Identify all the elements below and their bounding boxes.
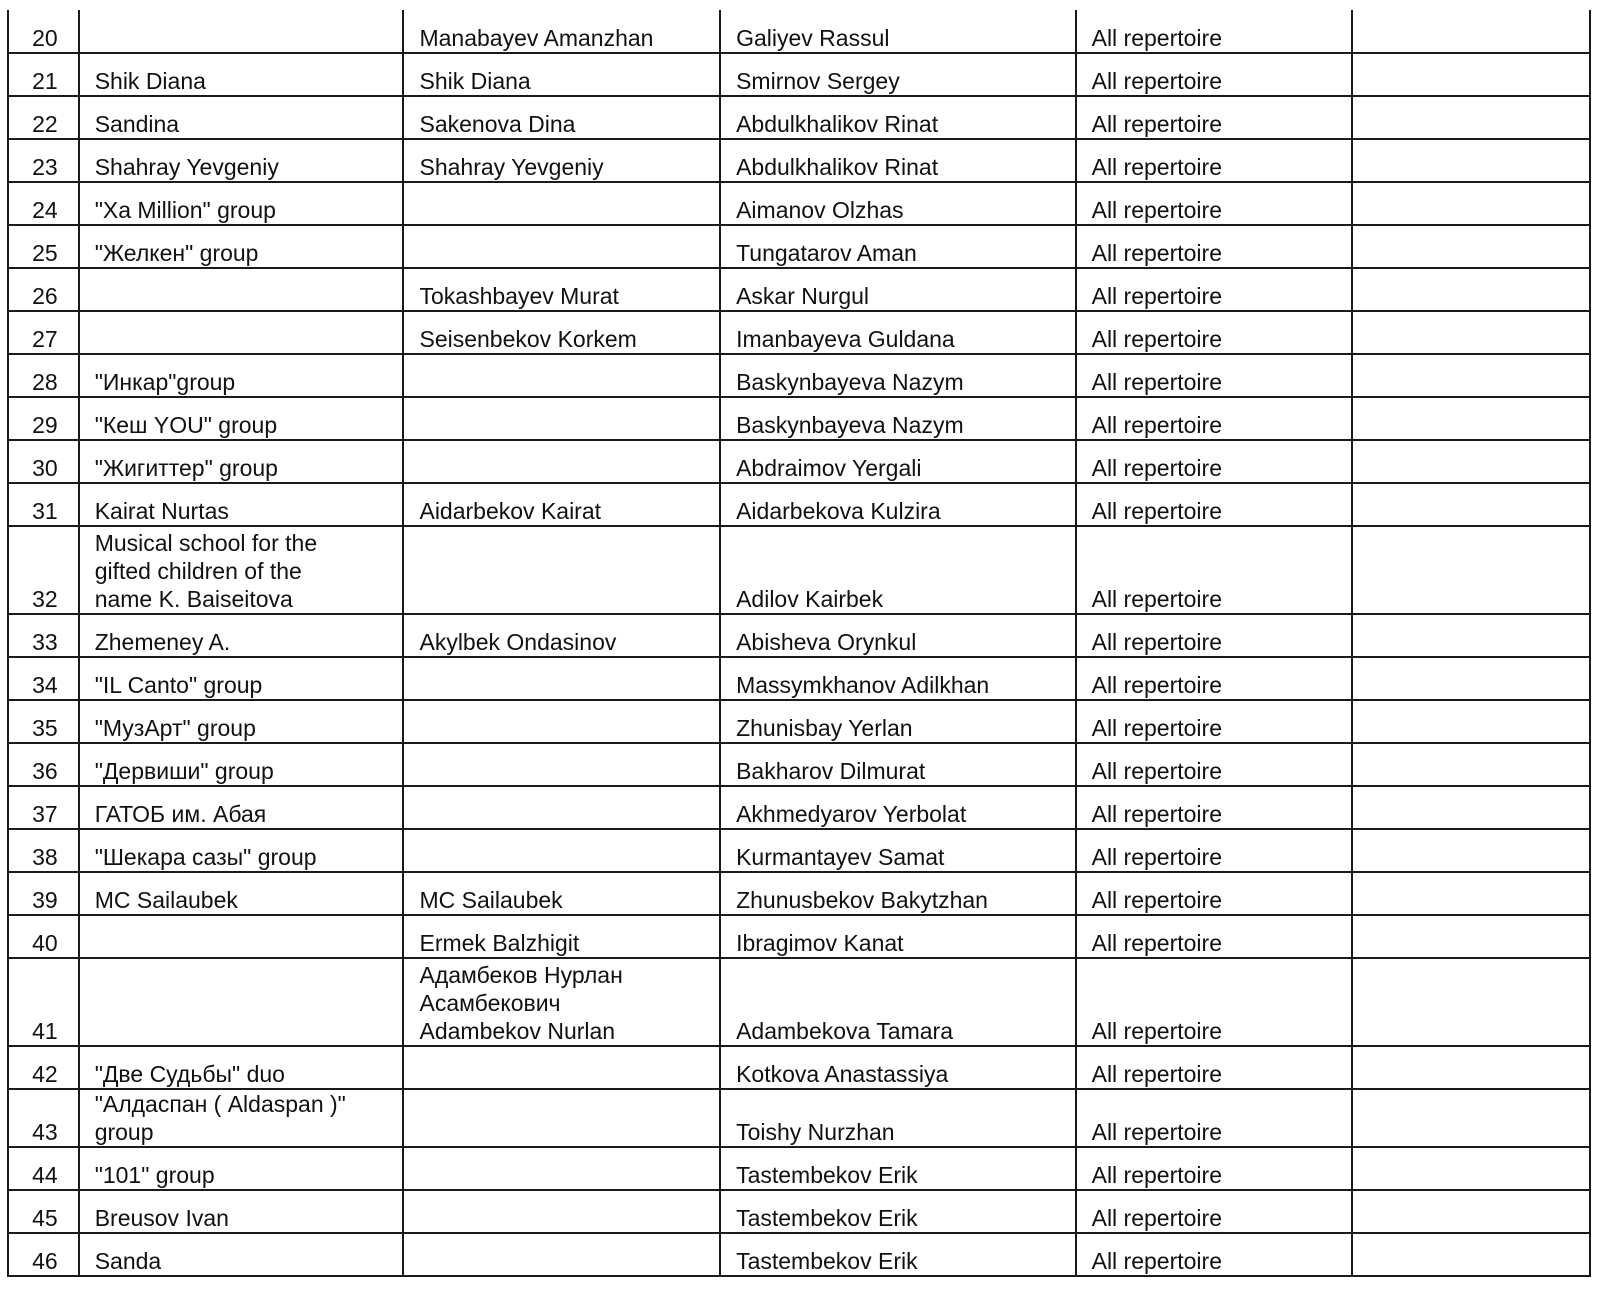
empty-cell <box>1352 526 1590 614</box>
row-number-cell: 26 <box>8 268 79 311</box>
empty-cell <box>1352 182 1590 225</box>
repertoire-cell: All repertoire <box>1076 182 1353 225</box>
row-number-cell: 25 <box>8 225 79 268</box>
table-row <box>8 829 1590 872</box>
author-cell: MC Sailaubek <box>403 872 720 915</box>
row-number-cell: 41 <box>8 958 79 1046</box>
rights-holder-cell: Abdulkhalikov Rinat <box>720 96 1076 139</box>
repertoire-cell: All repertoire <box>1076 526 1353 614</box>
artist-cell: Shahray Yevgeniy <box>79 139 404 182</box>
row-number-cell: 34 <box>8 657 79 700</box>
author-cell: Shahray Yevgeniy <box>403 139 720 182</box>
rights-holder-cell: Tastembekov Erik <box>720 1233 1076 1276</box>
repertoire-cell: All repertoire <box>1076 1190 1353 1233</box>
empty-cell <box>1352 1233 1590 1276</box>
empty-cell <box>1352 700 1590 743</box>
rights-holder-cell: Smirnov Sergey <box>720 53 1076 96</box>
author-cell <box>403 1233 720 1276</box>
repertoire-table <box>7 10 1591 1277</box>
rights-holder-cell: Akhmedyarov Yerbolat <box>720 786 1076 829</box>
rights-holder-cell: Imanbayeva Guldana <box>720 311 1076 354</box>
artist-cell: "101" group <box>79 1147 404 1190</box>
repertoire-cell: All repertoire <box>1076 10 1353 53</box>
rights-holder-cell: Kurmantayev Samat <box>720 829 1076 872</box>
empty-cell <box>1352 225 1590 268</box>
author-cell <box>403 1190 720 1233</box>
row-number-cell: 39 <box>8 872 79 915</box>
artist-cell <box>79 915 404 958</box>
author-cell: Seisenbekov Korkem <box>403 311 720 354</box>
author-cell: Aidarbekov Kairat <box>403 483 720 526</box>
author-cell: Manabayev Amanzhan <box>403 10 720 53</box>
table-row <box>8 440 1590 483</box>
table-row <box>8 614 1590 657</box>
author-cell <box>403 354 720 397</box>
table-row <box>8 657 1590 700</box>
repertoire-cell: All repertoire <box>1076 743 1353 786</box>
rights-holder-cell: Baskynbayeva Nazym <box>720 354 1076 397</box>
table-row <box>8 397 1590 440</box>
table-row <box>8 958 1590 1046</box>
table-row <box>8 10 1590 53</box>
author-cell <box>403 700 720 743</box>
empty-cell <box>1352 440 1590 483</box>
repertoire-cell: All repertoire <box>1076 1147 1353 1190</box>
author-cell <box>403 182 720 225</box>
author-cell <box>403 225 720 268</box>
row-number-cell: 28 <box>8 354 79 397</box>
table-row <box>8 311 1590 354</box>
empty-cell <box>1352 1046 1590 1089</box>
empty-cell <box>1352 1190 1590 1233</box>
empty-cell <box>1352 1147 1590 1190</box>
repertoire-cell: All repertoire <box>1076 268 1353 311</box>
artist-cell: "МузАрт" group <box>79 700 404 743</box>
rights-holder-cell: Galiyev Rassul <box>720 10 1076 53</box>
artist-cell <box>79 10 404 53</box>
table-row <box>8 526 1590 614</box>
repertoire-cell: All repertoire <box>1076 397 1353 440</box>
repertoire-cell: All repertoire <box>1076 958 1353 1046</box>
author-cell <box>403 786 720 829</box>
artist-cell: Musical school for the gifted children of the name K. Baiseitova <box>79 526 404 614</box>
artist-cell: "Алдаспан ( Aldaspan )" group <box>79 1089 404 1147</box>
empty-cell <box>1352 614 1590 657</box>
table-body <box>8 10 1590 1276</box>
row-number-cell: 42 <box>8 1046 79 1089</box>
repertoire-cell: All repertoire <box>1076 872 1353 915</box>
empty-cell <box>1352 53 1590 96</box>
artist-cell: "Инкар"group <box>79 354 404 397</box>
artist-cell <box>79 311 404 354</box>
author-cell: Shik Diana <box>403 53 720 96</box>
repertoire-cell: All repertoire <box>1076 786 1353 829</box>
row-number-cell: 23 <box>8 139 79 182</box>
rights-holder-cell: Massymkhanov Adilkhan <box>720 657 1076 700</box>
table-row <box>8 1147 1590 1190</box>
row-number-cell: 40 <box>8 915 79 958</box>
row-number-cell: 43 <box>8 1089 79 1147</box>
author-cell <box>403 397 720 440</box>
repertoire-cell: All repertoire <box>1076 354 1353 397</box>
empty-cell <box>1352 10 1590 53</box>
table-row <box>8 354 1590 397</box>
rights-holder-cell: Tastembekov Erik <box>720 1190 1076 1233</box>
rights-holder-cell: Ibragimov Kanat <box>720 915 1076 958</box>
repertoire-cell: All repertoire <box>1076 53 1353 96</box>
repertoire-cell: All repertoire <box>1076 1233 1353 1276</box>
row-number-cell: 31 <box>8 483 79 526</box>
empty-cell <box>1352 397 1590 440</box>
author-cell: Sakenova Dina <box>403 96 720 139</box>
row-number-cell: 29 <box>8 397 79 440</box>
table-row <box>8 1046 1590 1089</box>
empty-cell <box>1352 1089 1590 1147</box>
author-cell: Ermek Balzhigit <box>403 915 720 958</box>
rights-holder-cell: Abdraimov Yergali <box>720 440 1076 483</box>
table-row <box>8 182 1590 225</box>
row-number-cell: 20 <box>8 10 79 53</box>
artist-cell <box>79 268 404 311</box>
artist-cell: Breusov Ivan <box>79 1190 404 1233</box>
rights-holder-cell: Zhunusbekov Bakytzhan <box>720 872 1076 915</box>
table-row <box>8 268 1590 311</box>
empty-cell <box>1352 311 1590 354</box>
table-row <box>8 53 1590 96</box>
empty-cell <box>1352 743 1590 786</box>
repertoire-cell: All repertoire <box>1076 96 1353 139</box>
artist-cell: "Желкен" group <box>79 225 404 268</box>
empty-cell <box>1352 872 1590 915</box>
table-row <box>8 743 1590 786</box>
row-number-cell: 33 <box>8 614 79 657</box>
artist-cell: "Две Судьбы" duo <box>79 1046 404 1089</box>
row-number-cell: 45 <box>8 1190 79 1233</box>
rights-holder-cell: Adilov Kairbek <box>720 526 1076 614</box>
row-number-cell: 37 <box>8 786 79 829</box>
author-cell <box>403 440 720 483</box>
repertoire-cell: All repertoire <box>1076 311 1353 354</box>
artist-cell <box>79 958 404 1046</box>
artist-cell: ГАТОБ им. Абая <box>79 786 404 829</box>
repertoire-cell: All repertoire <box>1076 614 1353 657</box>
rights-holder-cell: Aidarbekova Kulzira <box>720 483 1076 526</box>
author-cell <box>403 657 720 700</box>
rights-holder-cell: Askar Nurgul <box>720 268 1076 311</box>
table-row <box>8 700 1590 743</box>
rights-holder-cell: Tungatarov Aman <box>720 225 1076 268</box>
artist-cell: Kairat Nurtas <box>79 483 404 526</box>
repertoire-cell: All repertoire <box>1076 440 1353 483</box>
row-number-cell: 38 <box>8 829 79 872</box>
author-cell <box>403 1147 720 1190</box>
empty-cell <box>1352 657 1590 700</box>
artist-cell: "Шекара сазы" group <box>79 829 404 872</box>
repertoire-cell: All repertoire <box>1076 1046 1353 1089</box>
row-number-cell: 27 <box>8 311 79 354</box>
row-number-cell: 24 <box>8 182 79 225</box>
table-row <box>8 1233 1590 1276</box>
author-cell: Akylbek Ondasinov <box>403 614 720 657</box>
empty-cell <box>1352 915 1590 958</box>
table-row <box>8 1190 1590 1233</box>
row-number-cell: 36 <box>8 743 79 786</box>
artist-cell: MC Sailaubek <box>79 872 404 915</box>
table-row <box>8 139 1590 182</box>
table-row <box>8 1089 1590 1147</box>
artist-cell: "Xa Million" group <box>79 182 404 225</box>
empty-cell <box>1352 483 1590 526</box>
row-number-cell: 30 <box>8 440 79 483</box>
author-cell <box>403 1089 720 1147</box>
artist-cell: "Дервиши" group <box>79 743 404 786</box>
artist-cell: Sandina <box>79 96 404 139</box>
repertoire-cell: All repertoire <box>1076 1089 1353 1147</box>
repertoire-cell: All repertoire <box>1076 225 1353 268</box>
rights-holder-cell: Zhunisbay Yerlan <box>720 700 1076 743</box>
rights-holder-cell: Tastembekov Erik <box>720 1147 1076 1190</box>
rights-holder-cell: Abdulkhalikov Rinat <box>720 139 1076 182</box>
rights-holder-cell: Bakharov Dilmurat <box>720 743 1076 786</box>
table-row <box>8 483 1590 526</box>
row-number-cell: 44 <box>8 1147 79 1190</box>
row-number-cell: 46 <box>8 1233 79 1276</box>
repertoire-cell: All repertoire <box>1076 657 1353 700</box>
author-cell: Tokashbayev Murat <box>403 268 720 311</box>
table-row <box>8 872 1590 915</box>
author-cell: Адамбеков Нурлан Асамбекович Adambekov Nurlan <box>403 958 720 1046</box>
author-cell <box>403 829 720 872</box>
repertoire-cell: All repertoire <box>1076 139 1353 182</box>
repertoire-cell: All repertoire <box>1076 483 1353 526</box>
rights-holder-cell: Toishy Nurzhan <box>720 1089 1076 1147</box>
empty-cell <box>1352 139 1590 182</box>
rights-holder-cell: Abisheva Orynkul <box>720 614 1076 657</box>
table-row <box>8 96 1590 139</box>
repertoire-cell: All repertoire <box>1076 829 1353 872</box>
rights-holder-cell: Kotkova Anastassiya <box>720 1046 1076 1089</box>
artist-cell: "IL Canto" group <box>79 657 404 700</box>
repertoire-cell: All repertoire <box>1076 700 1353 743</box>
empty-cell <box>1352 786 1590 829</box>
table-row <box>8 915 1590 958</box>
empty-cell <box>1352 354 1590 397</box>
empty-cell <box>1352 829 1590 872</box>
empty-cell <box>1352 958 1590 1046</box>
artist-cell: Zhemeney A. <box>79 614 404 657</box>
repertoire-cell: All repertoire <box>1076 915 1353 958</box>
table-row <box>8 225 1590 268</box>
author-cell <box>403 526 720 614</box>
author-cell <box>403 743 720 786</box>
author-cell <box>403 1046 720 1089</box>
row-number-cell: 21 <box>8 53 79 96</box>
empty-cell <box>1352 268 1590 311</box>
artist-cell: "Кеш YOU" group <box>79 397 404 440</box>
artist-cell: Shik Diana <box>79 53 404 96</box>
artist-cell: "Жигиттер" group <box>79 440 404 483</box>
rights-holder-cell: Adambekova Tamara <box>720 958 1076 1046</box>
empty-cell <box>1352 96 1590 139</box>
table-row <box>8 786 1590 829</box>
artist-cell: Sanda <box>79 1233 404 1276</box>
rights-holder-cell: Baskynbayeva Nazym <box>720 397 1076 440</box>
rights-holder-cell: Aimanov Olzhas <box>720 182 1076 225</box>
row-number-cell: 35 <box>8 700 79 743</box>
row-number-cell: 22 <box>8 96 79 139</box>
row-number-cell: 32 <box>8 526 79 614</box>
